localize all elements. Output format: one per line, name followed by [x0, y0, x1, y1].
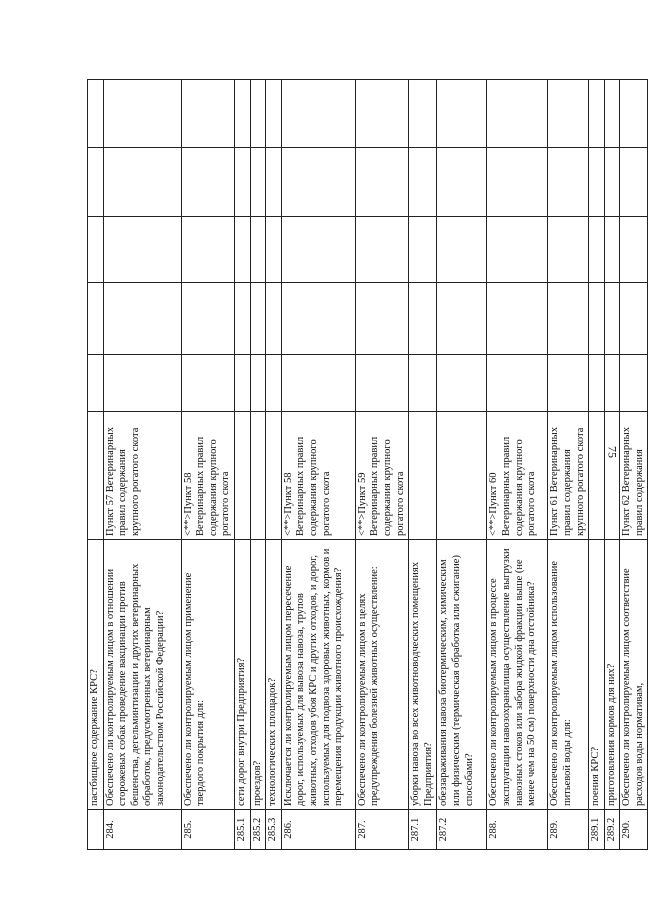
answer-no-cell [250, 283, 266, 355]
table-row [437, 80, 487, 850]
answer-no-cell [604, 283, 620, 355]
answer-no-cell [355, 283, 408, 355]
answer-na-cell [620, 217, 648, 283]
table-row [181, 80, 234, 850]
remark-cell [409, 80, 437, 148]
answer-na-2-cell [355, 148, 408, 217]
remark-cell [589, 80, 605, 148]
row-number-cell: 285.3 [266, 810, 282, 850]
remark-cell [281, 80, 355, 148]
answer-na-2-cell [604, 148, 620, 217]
answer-na-2-cell [620, 148, 648, 217]
legal-reference-cell: <**>Пункт 60 Ветеринарных правил содержания крупного рогатого скота [487, 412, 548, 540]
remark-cell [181, 80, 234, 148]
answer-na-2-cell [234, 148, 250, 217]
answer-na-cell [181, 217, 234, 283]
answer-na-2-cell [487, 148, 548, 217]
legal-reference-cell: <**>Пункт 59 Ветеринарных правил содержания крупного рогатого скота [355, 412, 408, 540]
legal-reference-cell: Пункт 62 Ветеринарных правил содержания [620, 412, 648, 540]
table-row [589, 80, 605, 850]
row-number-cell: 287.2 [437, 810, 487, 850]
remark-cell [620, 80, 648, 148]
answer-no-cell [437, 283, 487, 355]
answer-na-cell [409, 217, 437, 283]
question-cell: Обеспечено ли контролируемым лицом применение твердого покрытия для: [181, 540, 234, 810]
page-number: 75 [605, 446, 620, 458]
answer-na-cell [250, 217, 266, 283]
row-number-cell: 290. [620, 810, 648, 850]
answer-no-cell [234, 283, 250, 355]
question-cell: обеззараживания навоза биотермическим, химическим или физическим (термическая обработка или сжигание) способами? [437, 540, 487, 810]
answer-no-cell [281, 283, 355, 355]
table-row [103, 80, 181, 850]
remark-cell [487, 80, 548, 148]
answer-na-cell [88, 217, 104, 283]
table-row [234, 80, 250, 850]
table-row [266, 80, 282, 850]
answer-na-cell [589, 217, 605, 283]
checklist-rows [88, 80, 648, 850]
question-cell: Обеспечено ли контролируемым лицом в процессе эксплуатации навозохранилища осуществление выгрузки навозных стоков или забора жидкой фракции выше (не менее чем на 50 см) поверхности дна отстойника? [487, 540, 548, 810]
answer-na-cell [266, 217, 282, 283]
row-number-cell: 289.1 [589, 810, 605, 850]
table-row [88, 80, 104, 850]
row-number-cell: 286. [281, 810, 355, 850]
remark-cell [250, 80, 266, 148]
answer-no-cell [487, 283, 548, 355]
legal-reference-cell [234, 412, 250, 540]
answer-yes-cell [281, 355, 355, 412]
answer-na-cell [604, 217, 620, 283]
answer-no-cell [181, 283, 234, 355]
answer-yes-cell [181, 355, 234, 412]
answer-no-cell [589, 283, 605, 355]
answer-na-2-cell [409, 148, 437, 217]
legal-reference-cell: <**>Пункт 58 Ветеринарных правил содержания крупного рогатого скота [181, 412, 234, 540]
legal-reference-cell [589, 412, 605, 540]
legal-reference-cell [88, 412, 104, 540]
row-number-cell: 289.2 [604, 810, 620, 850]
answer-na-2-cell [589, 148, 605, 217]
answer-no-cell [409, 283, 437, 355]
table-row [409, 80, 437, 850]
answer-yes-cell [250, 355, 266, 412]
answer-yes-cell [548, 355, 589, 412]
legal-reference-cell [604, 412, 620, 540]
answer-na-2-cell [548, 148, 589, 217]
legal-reference-cell [250, 412, 266, 540]
legal-reference-cell: <**>Пункт 58 Ветеринарных правил содержания крупного рогатого скота [281, 412, 355, 540]
answer-no-cell [266, 283, 282, 355]
legal-reference-cell [266, 412, 282, 540]
question-cell: сети дорог внутри Предприятия? [234, 540, 250, 810]
answer-na-cell [103, 217, 181, 283]
answer-na-cell [487, 217, 548, 283]
table-row [250, 80, 266, 850]
answer-na-2-cell [437, 148, 487, 217]
answer-no-cell [103, 283, 181, 355]
remark-cell [234, 80, 250, 148]
table-row [487, 80, 548, 850]
answer-no-cell [88, 283, 104, 355]
legal-reference-cell [437, 412, 487, 540]
row-number-cell: 287. [355, 810, 408, 850]
remark-cell [88, 80, 104, 148]
answer-yes-cell [409, 355, 437, 412]
answer-na-2-cell [88, 148, 104, 217]
remark-cell [604, 80, 620, 148]
row-number-cell: 285.2 [250, 810, 266, 850]
question-cell: технологических площадок? [266, 540, 282, 810]
answer-na-2-cell [266, 148, 282, 217]
question-cell: уборки навоза во всех животноводческих помещениях Предприятия? [409, 540, 437, 810]
remark-cell [437, 80, 487, 148]
question-cell: поения КРС? [589, 540, 605, 810]
answer-yes-cell [487, 355, 548, 412]
answer-yes-cell [604, 355, 620, 412]
question-cell: Обеспечено ли контролируемым лицом соответствие расходов воды нормативам, [620, 540, 648, 810]
remark-cell [355, 80, 408, 148]
answer-yes-cell [103, 355, 181, 412]
question-cell: приготовления кормов для них? [604, 540, 620, 810]
row-number-cell: 285. [181, 810, 234, 850]
answer-na-2-cell [181, 148, 234, 217]
row-number-cell [88, 810, 104, 850]
answer-na-cell [355, 217, 408, 283]
question-cell: Обеспечено ли контролируемым лицом в отношении сторожевых собак проведение вакцинации против бешенства, дегельминтизации и других ветеринарных обработок, предусмотренных ветеринарным законодательством Российской Федерации? [103, 540, 181, 810]
legal-reference-cell: Пункт 61 Ветеринарных правил содержания крупного рогатого скота [548, 412, 589, 540]
remark-cell [266, 80, 282, 148]
question-cell: Обеспечено ли контролируемым лицом в целях предупреждения болезней животных осуществление: [355, 540, 408, 810]
answer-yes-cell [437, 355, 487, 412]
question-cell: Обеспечено ли контролируемым лицом использование питьевой воды для: [548, 540, 589, 810]
answer-yes-cell [589, 355, 605, 412]
remark-cell [548, 80, 589, 148]
checklist-table [87, 79, 648, 850]
question-cell: Исключается ли контролируемым лицом пересечение дорог, используемых для вывоза навоза, трупов животных, отходов убоя КРС и других отходов, и дорог, используемых для подвоза здоровых животных, кормов и перемещения продукции животного происхождения? [281, 540, 355, 810]
answer-na-2-cell [250, 148, 266, 217]
row-number-cell: 284. [103, 810, 181, 850]
answer-yes-cell [88, 355, 104, 412]
row-number-cell: 287.1 [409, 810, 437, 850]
remark-cell [103, 80, 181, 148]
question-cell: проездов? [250, 540, 266, 810]
question-cell: пастбищное содержание КРС? [88, 540, 104, 810]
answer-na-cell [548, 217, 589, 283]
table-row [548, 80, 589, 850]
table-row [355, 80, 408, 850]
legal-reference-cell: Пункт 57 Ветеринарных правил содержания крупного рогатого скота [103, 412, 181, 540]
answer-yes-cell [620, 355, 648, 412]
answer-no-cell [620, 283, 648, 355]
answer-na-cell [281, 217, 355, 283]
answer-na-2-cell [103, 148, 181, 217]
answer-na-cell [234, 217, 250, 283]
row-number-cell: 289. [548, 810, 589, 850]
answer-yes-cell [355, 355, 408, 412]
table-row [620, 80, 648, 850]
row-number-cell: 288. [487, 810, 548, 850]
answer-yes-cell [234, 355, 250, 412]
legal-reference-cell [409, 412, 437, 540]
answer-na-cell [437, 217, 487, 283]
table-row [281, 80, 355, 850]
row-number-cell: 285.1 [234, 810, 250, 850]
answer-na-2-cell [281, 148, 355, 217]
answer-yes-cell [266, 355, 282, 412]
table-row [604, 80, 620, 850]
answer-no-cell [548, 283, 589, 355]
